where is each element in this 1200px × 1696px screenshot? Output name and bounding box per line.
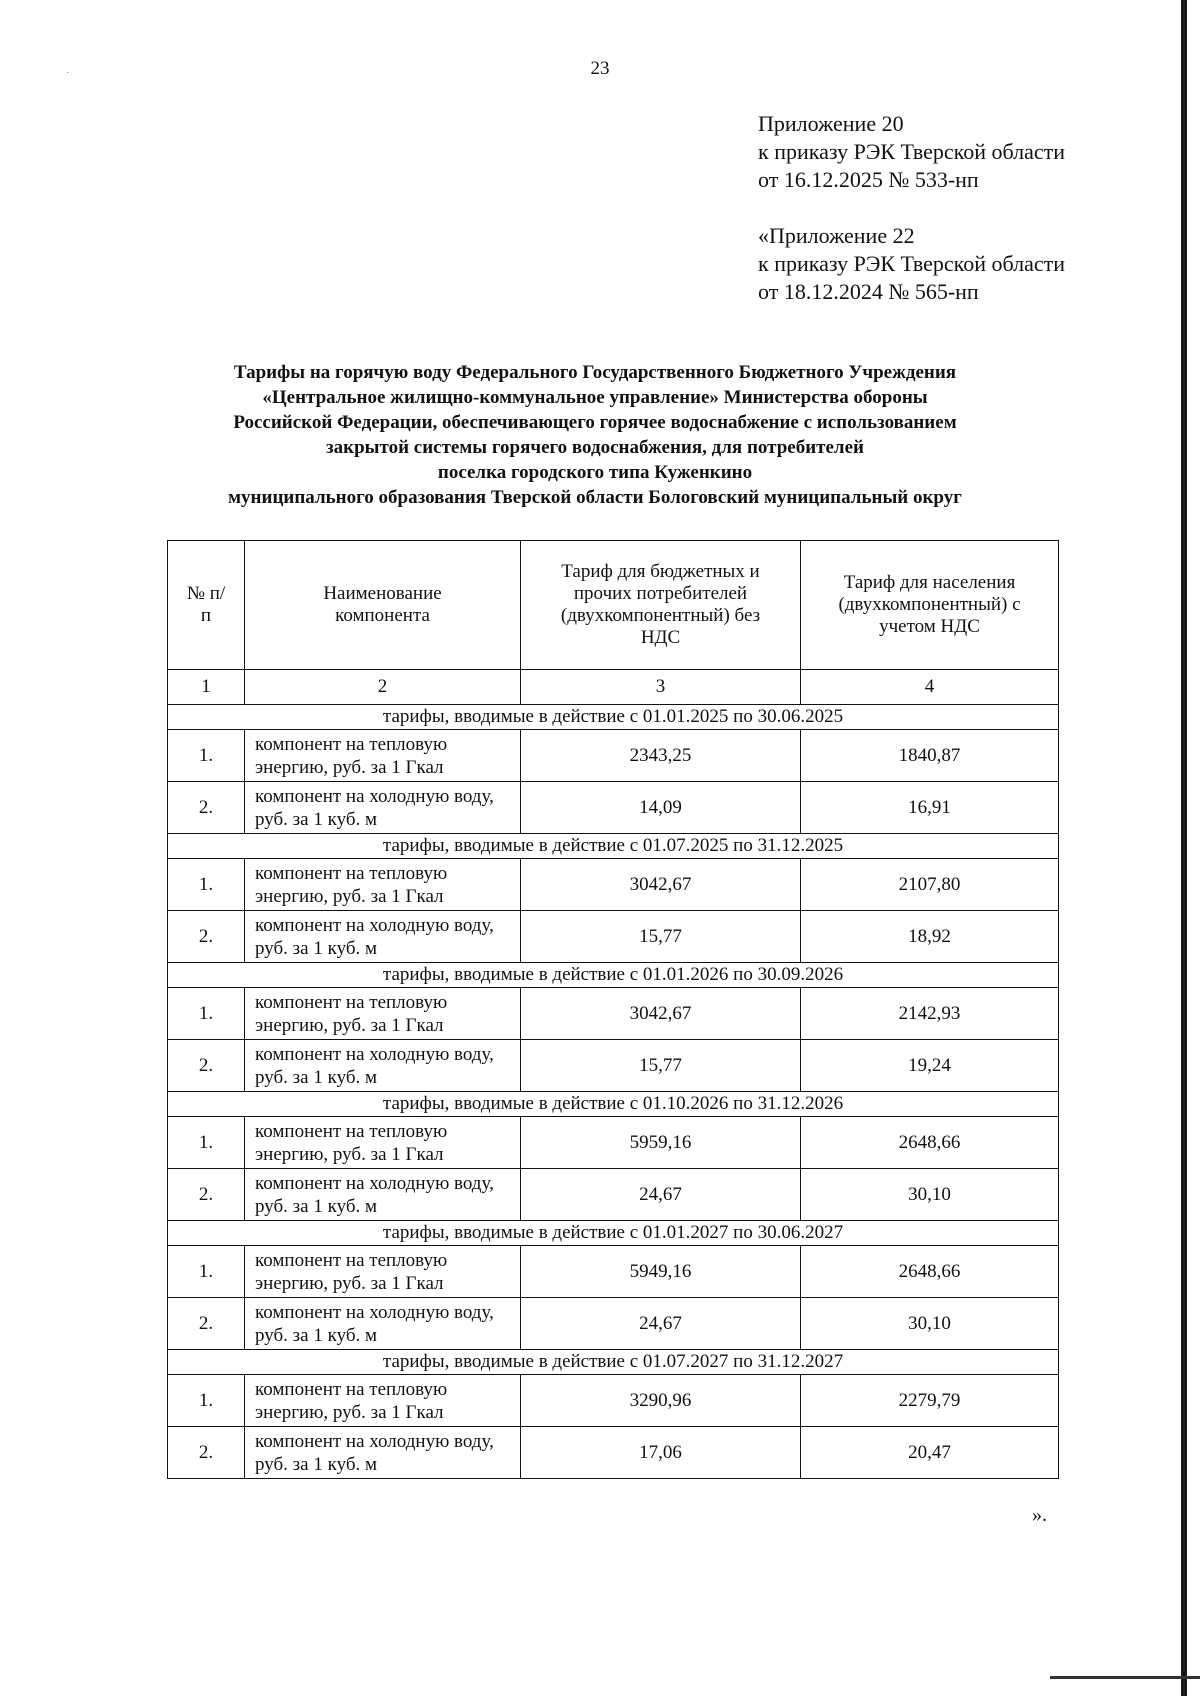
header-component: Наименование компонента: [245, 541, 521, 670]
table-row: [168, 1246, 1059, 1298]
row-number: 1.: [168, 1375, 245, 1427]
budget-tariff-value: 15,77: [521, 1040, 801, 1092]
annex-amended-line: к приказу РЭК Тверской области: [758, 251, 1066, 276]
annex-current-line: Приложение 20: [758, 111, 904, 136]
population-tariff-value: 1840,87: [801, 730, 1059, 782]
population-tariff-value: 30,10: [801, 1169, 1059, 1221]
annex-amended-block: [758, 222, 1065, 306]
budget-tariff-value: 15,77: [521, 911, 801, 963]
population-tariff-value: 2107,80: [801, 859, 1059, 911]
header-budget-tariff: Тариф для бюджетных и прочих потребителей (двухкомпонентный) без НДС: [521, 541, 801, 670]
component-name: компонент на тепловую энергию, руб. за 1 Гкал: [245, 730, 521, 782]
population-tariff-value: 19,24: [801, 1040, 1059, 1092]
table-row: [168, 1427, 1059, 1479]
budget-tariff-value: 5959,16: [521, 1117, 801, 1169]
population-tariff-value: 20,47: [801, 1427, 1059, 1479]
table-row: [168, 1298, 1059, 1350]
column-number: 2: [245, 670, 521, 705]
period-row: [168, 1092, 1059, 1117]
period-label: тарифы, вводимые в действие с 01.10.2026 по 31.12.2026: [168, 1092, 1059, 1117]
column-number-row: [168, 670, 1059, 705]
population-tariff-value: 2142,93: [801, 988, 1059, 1040]
column-number: 1: [168, 670, 245, 705]
period-row: [168, 1350, 1059, 1375]
column-number: 4: [801, 670, 1059, 705]
budget-tariff-value: 24,67: [521, 1169, 801, 1221]
row-number: 2.: [168, 1427, 245, 1479]
period-row: [168, 834, 1059, 859]
population-tariff-value: 30,10: [801, 1298, 1059, 1350]
document-title: [130, 360, 1060, 510]
annex-amended-line: «Приложение 22: [758, 223, 915, 248]
annex-current-line: к приказу РЭК Тверской области: [758, 139, 1066, 164]
budget-tariff-value: 3042,67: [521, 988, 801, 1040]
row-number: 2.: [168, 1040, 245, 1092]
population-tariff-value: 16,91: [801, 782, 1059, 834]
table-row: [168, 1169, 1059, 1221]
scan-speck: ·: [66, 68, 70, 79]
population-tariff-value: 18,92: [801, 911, 1059, 963]
title-line: Российской Федерации, обеспечивающего горячее водоснабжение с использованием: [233, 412, 957, 433]
table-row: [168, 1117, 1059, 1169]
budget-tariff-value: 3290,96: [521, 1375, 801, 1427]
row-number: 1.: [168, 1117, 245, 1169]
period-label: тарифы, вводимые в действие с 01.07.2025 по 31.12.2025: [168, 834, 1059, 859]
row-number: 1.: [168, 859, 245, 911]
table-row: [168, 988, 1059, 1040]
table-row: [168, 1040, 1059, 1092]
row-number: 1.: [168, 1246, 245, 1298]
tariff-table: [167, 540, 1059, 1479]
annex-amended-line: от 18.12.2024 № 565-нп: [758, 279, 979, 304]
period-label: тарифы, вводимые в действие с 01.01.2027 по 30.06.2027: [168, 1221, 1059, 1246]
budget-tariff-value: 5949,16: [521, 1246, 801, 1298]
row-number: 1.: [168, 730, 245, 782]
period-row: [168, 1221, 1059, 1246]
table-row: [168, 782, 1059, 834]
component-name: компонент на тепловую энергию, руб. за 1 Гкал: [245, 1117, 521, 1169]
period-label: тарифы, вводимые в действие с 01.01.2026 по 30.09.2026: [168, 963, 1059, 988]
budget-tariff-value: 17,06: [521, 1427, 801, 1479]
table-row: [168, 1375, 1059, 1427]
component-name: компонент на холодную воду, руб. за 1 куб. м: [245, 1169, 521, 1221]
row-number: 2.: [168, 1298, 245, 1350]
budget-tariff-value: 2343,25: [521, 730, 801, 782]
table-row: [168, 911, 1059, 963]
component-name: компонент на тепловую энергию, руб. за 1 Гкал: [245, 859, 521, 911]
population-tariff-value: 2279,79: [801, 1375, 1059, 1427]
budget-tariff-value: 3042,67: [521, 859, 801, 911]
component-name: компонент на холодную воду, руб. за 1 куб. м: [245, 782, 521, 834]
component-name: компонент на тепловую энергию, руб. за 1 Гкал: [245, 1246, 521, 1298]
table-row: [168, 859, 1059, 911]
population-tariff-value: 2648,66: [801, 1246, 1059, 1298]
scan-edge-bottom: [1050, 1676, 1200, 1679]
title-line: закрытой системы горячего водоснабжения, для потребителей: [326, 437, 864, 458]
component-name: компонент на тепловую энергию, руб. за 1 Гкал: [245, 1375, 521, 1427]
closing-quote-mark: ».: [1032, 1504, 1047, 1526]
row-number: 2.: [168, 1169, 245, 1221]
budget-tariff-value: 24,67: [521, 1298, 801, 1350]
row-number: 2.: [168, 782, 245, 834]
header-population-tariff: Тариф для населения (двухкомпонентный) с учетом НДС: [801, 541, 1059, 670]
annex-current-block: [758, 110, 1065, 194]
period-label: тарифы, вводимые в действие с 01.07.2027 по 31.12.2027: [168, 1350, 1059, 1375]
row-number: 2.: [168, 911, 245, 963]
period-row: [168, 705, 1059, 730]
title-line: Тарифы на горячую воду Федерального Государственного Бюджетного Учреждения: [233, 362, 957, 383]
title-line: муниципального образования Тверской области Бологовский муниципальный округ: [228, 487, 962, 508]
table-header-row: [168, 541, 1059, 670]
scan-edge-right: [1181, 0, 1187, 1696]
period-label: тарифы, вводимые в действие с 01.01.2025 по 30.06.2025: [168, 705, 1059, 730]
title-line: «Центральное жилищно-коммунальное управление» Министерства обороны: [262, 387, 928, 408]
component-name: компонент на холодную воду, руб. за 1 куб. м: [245, 911, 521, 963]
population-tariff-value: 2648,66: [801, 1117, 1059, 1169]
component-name: компонент на тепловую энергию, руб. за 1 Гкал: [245, 988, 521, 1040]
period-row: [168, 963, 1059, 988]
annex-current-line: от 16.12.2025 № 533-нп: [758, 167, 979, 192]
budget-tariff-value: 14,09: [521, 782, 801, 834]
column-number: 3: [521, 670, 801, 705]
table-row: [168, 730, 1059, 782]
component-name: компонент на холодную воду, руб. за 1 куб. м: [245, 1298, 521, 1350]
header-number: № п/п: [168, 541, 245, 670]
page-number: 23: [590, 58, 610, 79]
component-name: компонент на холодную воду, руб. за 1 куб. м: [245, 1427, 521, 1479]
row-number: 1.: [168, 988, 245, 1040]
title-line: поселка городского типа Куженкино: [437, 462, 753, 483]
component-name: компонент на холодную воду, руб. за 1 куб. м: [245, 1040, 521, 1092]
